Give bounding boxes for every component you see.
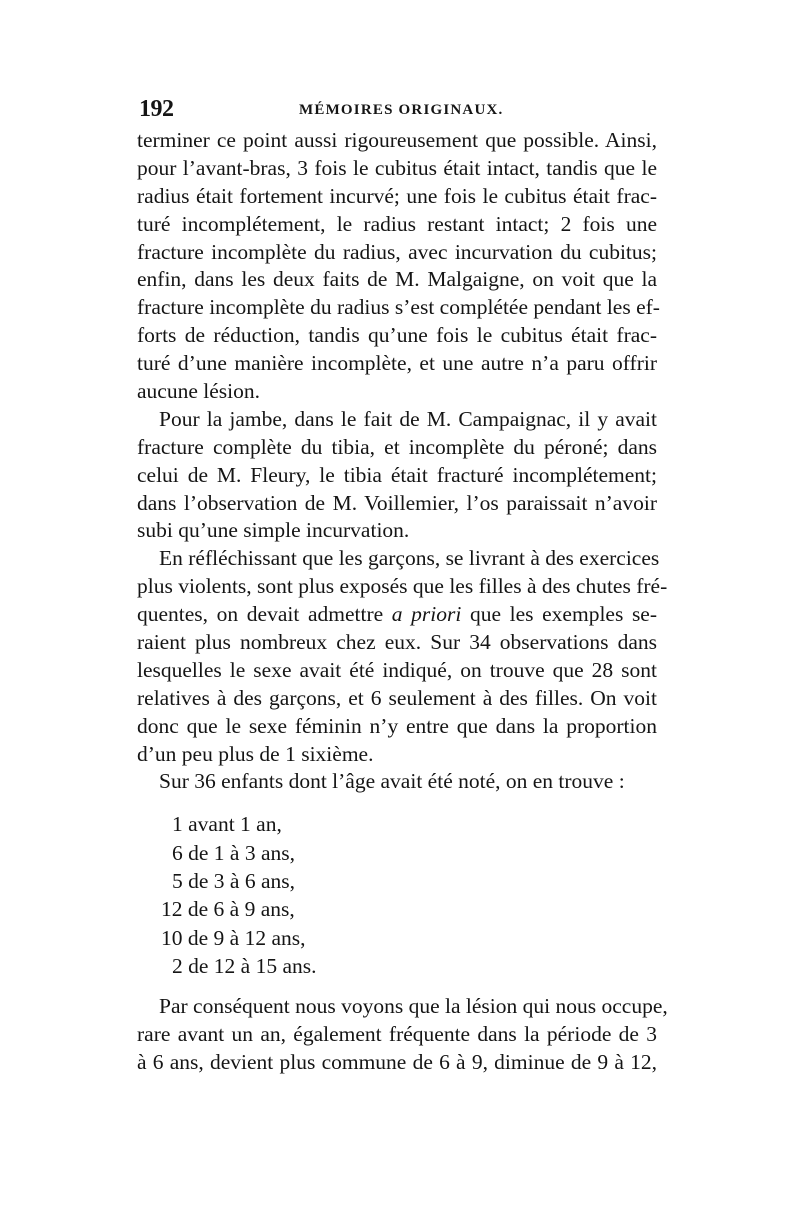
paragraph-2 (137, 406, 657, 545)
text-line: En réfléchissant que les garçons, se livrant à des exercices (159, 546, 660, 571)
text-line: Par conséquent nous voyons que la lésion qui nous occupe, (159, 994, 668, 1019)
list-item: 5 de 3 à 6 ans, (172, 868, 295, 893)
text-line: plus violents, sont plus exposés que les filles à des chutes fré- (137, 574, 668, 599)
page-header (137, 96, 657, 128)
text-line: fracture incomplète du radius, avec incurvation du cubitus; (137, 239, 657, 264)
text-line: dans l’observation de M. Voillemier, l’os paraissait n’avoir (137, 490, 657, 515)
list-item: 10 de 9 à 12 ans, (161, 925, 306, 950)
text-line: enfin, dans les deux faits de M. Malgaigne, on voit que la (137, 267, 657, 292)
body-text (137, 127, 668, 1077)
text-line: pour l’avant-bras, 3 fois le cubitus était intact, tandis que le (137, 155, 657, 180)
text-line: fracture complète du tibia, et incomplète du péroné; dans (137, 434, 657, 459)
age-list (137, 810, 657, 980)
text-line: subi qu’une simple incurvation. (137, 518, 410, 543)
text-line: turé d’une manière incomplète, et une autre n’a paru offrir (137, 351, 657, 376)
list-item: 12 de 6 à 9 ans, (161, 897, 295, 922)
text-line: forts de réduction, tandis qu’une fois le cubitus était frac- (137, 323, 657, 348)
text-line: d’un peu plus de 1 sixième. (137, 741, 374, 766)
text-line: Pour la jambe, dans le fait de M. Campaignac, il y avait (159, 406, 657, 431)
paragraph-4 (137, 768, 657, 796)
list-item: 2 de 12 à 15 ans. (172, 953, 317, 978)
text-run: quentes, on devait admettre (137, 602, 392, 627)
text-line: lesquelles le sexe avait été indiqué, on trouve que 28 sont (137, 657, 657, 682)
italic-phrase: a priori (391, 602, 462, 627)
page-number: 192 (139, 96, 174, 122)
text-line: celui de M. Fleury, le tibia était fracturé incomplétement; (137, 462, 657, 487)
paragraph-5 (137, 993, 668, 1077)
paragraph-1 (137, 127, 660, 406)
text-line: à 6 ans, devient plus commune de 6 à 9, diminue de 9 à 12, (137, 1049, 657, 1074)
text-line: Sur 36 enfants dont l’âge avait été noté, on en trouve : (159, 769, 625, 794)
text-line: turé incomplétement, le radius restant intact; 2 fois une (137, 211, 657, 236)
text-line (137, 601, 657, 629)
text-line: terminer ce point aussi rigoureusement que possible. Ainsi, (137, 128, 657, 152)
list-item: 6 de 1 à 3 ans, (172, 840, 295, 865)
text-line: relatives à des garçons, et 6 seulement à des filles. On voit (137, 685, 657, 710)
running-head: MÉMOIRES ORIGINAUX. (299, 102, 504, 118)
text-line: rare avant un an, également fréquente dans la période de 3 (137, 1022, 657, 1047)
paragraph-3 (137, 545, 668, 768)
text-line: donc que le sexe féminin n’y entre que dans la proportion (137, 713, 657, 738)
text-line: aucune lésion. (137, 379, 260, 404)
text-line: radius était fortement incurvé; une fois le cubitus était frac- (137, 183, 657, 208)
text-line: fracture incomplète du radius s’est complétée pendant les ef- (137, 295, 660, 320)
text-line: raient plus nombreux chez eux. Sur 34 observations dans (137, 630, 657, 655)
list-item: 1 avant 1 an, (172, 812, 282, 837)
text-run: que les exemples se- (461, 602, 658, 627)
